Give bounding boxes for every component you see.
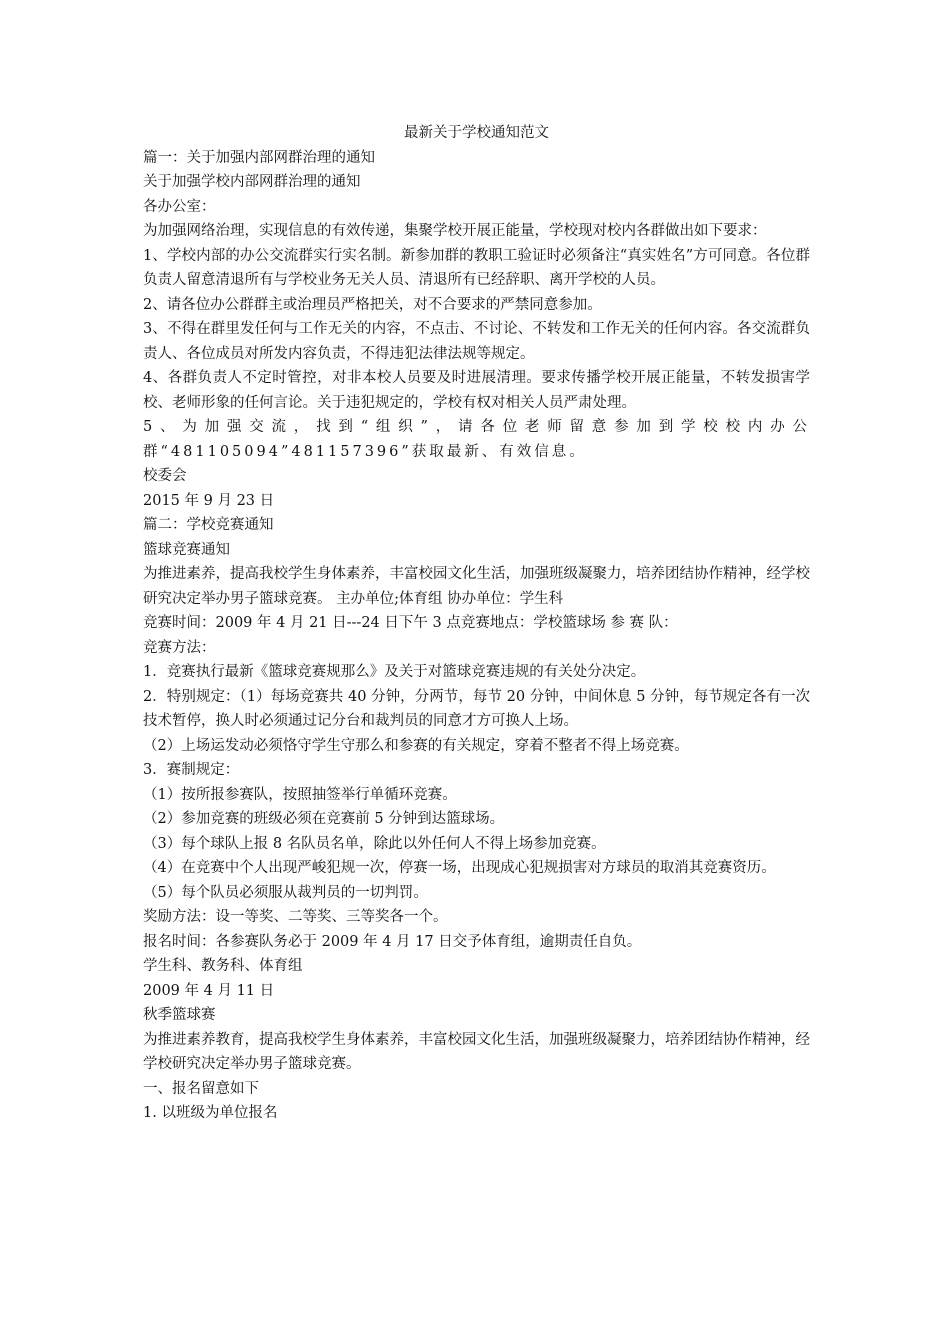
paragraph-method-2-sub: （2）上场运发动必须恪守学生守那么和参赛的有关规定，穿着不整者不得上场竞赛。 xyxy=(143,737,689,754)
paragraph-signature: 校委会 xyxy=(143,468,187,484)
paragraph-notice-title: 关于加强学校内部网群治理的通知 xyxy=(143,174,361,190)
paragraph-format-heading: 3．赛制规定： xyxy=(143,762,240,778)
paragraph-section-1-heading: 篇一：关于加强内部网群治理的通知 xyxy=(143,149,375,166)
paragraph-section-2-heading: 篇二：学校竞赛通知 xyxy=(143,517,274,533)
paragraph-registration-1: 1. 以班级为单位报名 xyxy=(143,1105,278,1121)
paragraph-autumn-title: 秋季篮球赛 xyxy=(143,1007,216,1023)
paragraph-salutation: 各办公室： xyxy=(143,198,216,215)
paragraph-rule-1: 1、学校内部的办公交流群实行实名制。新参加群的教职工验证时必须备注“真实姓名”方可同意。各位群负责人留意清退所有与学校业务无关人员、清退所有已经辞职、离开学校的人员。 xyxy=(143,247,810,288)
document-title: 最新关于学校通知范文 xyxy=(404,125,549,141)
paragraph-awards: 奖励方法：设一等奖、二等奖、三等奖各一个。 xyxy=(143,909,448,925)
paragraph-format-1: （1）按所报参赛队，按照抽签举行单循环竞赛。 xyxy=(143,786,457,803)
paragraph-format-4: （4）在竞赛中个人出现严峻犯规一次，停赛一场，出现成心犯规损害对方球员的取消其竞赛资历。 xyxy=(143,860,776,876)
document-page xyxy=(143,121,810,1126)
paragraph-competition-intro: 为推进素养，提高我校学生身体素养，丰富校园文化生活，加强班级凝聚力，培养团结协作精神，经学校研究决定举办男子篮球竞赛。 主办单位;体育组 协办单位：学生科 xyxy=(143,566,810,607)
paragraph-intro: 为加强网络治理，实现信息的有效传递，集聚学校开展正能量，学校现对校内各群做出如下要求： xyxy=(143,223,767,239)
paragraph-competition-title: 篮球竞赛通知 xyxy=(143,541,230,558)
paragraph-method-heading: 竞赛方法： xyxy=(143,639,216,656)
paragraph-autumn-intro: 为推进素养教育，提高我校学生身体素养，丰富校园文化生活，加强班级凝聚力，培养团结协作精神，经学校研究决定举办男子篮球竞赛。 xyxy=(143,1031,810,1072)
paragraph-registration-heading: 一、报名留意如下 xyxy=(143,1080,259,1097)
paragraph-registration-time: 报名时间：各参赛队务必于 2009 年 4 月 17 日交予体育组，逾期责任自负。 xyxy=(143,933,642,950)
paragraph-method-2: 2．特别规定：（1）每场竞赛共 40 分钟，分两节，每节 20 分钟，中间休息 5 分钟，每节规定各有一次技术暂停，换人时必须通过记分台和裁判员的同意才方可换人上场。 xyxy=(143,688,810,729)
paragraph-competition-time: 竞赛时间：2009 年 4 月 21 日---24 日下午 3 点竞赛地点：学校篮球场 参 赛 队： xyxy=(143,615,678,631)
paragraph-date-2: 2009 年 4 月 11 日 xyxy=(143,982,275,999)
paragraph-format-2: （2）参加竞赛的班级必须在竞赛前 5 分钟到达篮球场。 xyxy=(143,811,505,827)
paragraph-rule-5: 5、为加强交流，找到“组织”，请各位老师留意参加到学校校内办公群“481105094”481157396”获取最新、有效信息。 xyxy=(143,419,810,460)
paragraph-format-5: （5）每个队员必须服从裁判员的一切判罚。 xyxy=(143,884,428,901)
paragraph-rule-3: 3、不得在群里发任何与工作无关的内容，不点击、不讨论、不转发和工作无关的任何内容。各交流群负责人、各位成员对所发内容负责，不得违犯法律法规等规定。 xyxy=(143,321,810,362)
paragraph-rule-2: 2、请各位办公群群主或治理员严格把关，对不合要求的严禁同意参加。 xyxy=(143,296,602,313)
paragraph-format-3: （3）每个球队上报 8 名队员名单，除此以外任何人不得上场参加竞赛。 xyxy=(143,835,606,852)
paragraph-method-1: 1．竞赛执行最新《篮球竞赛规那么》及关于对篮球竞赛违规的有关处分决定。 xyxy=(143,664,646,680)
paragraph-date-1: 2015 年 9 月 23 日 xyxy=(143,492,275,509)
paragraph-organizers: 学生科、教务科、体育组 xyxy=(143,958,303,974)
paragraph-rule-4: 4、各群负责人不定时管控，对非本校人员要及时进展清理。要求传播学校开展正能量，不转发损害学校、老师形象的任何言论。关于违犯规定的，学校有权对相关人员严肃处理。 xyxy=(143,370,810,411)
